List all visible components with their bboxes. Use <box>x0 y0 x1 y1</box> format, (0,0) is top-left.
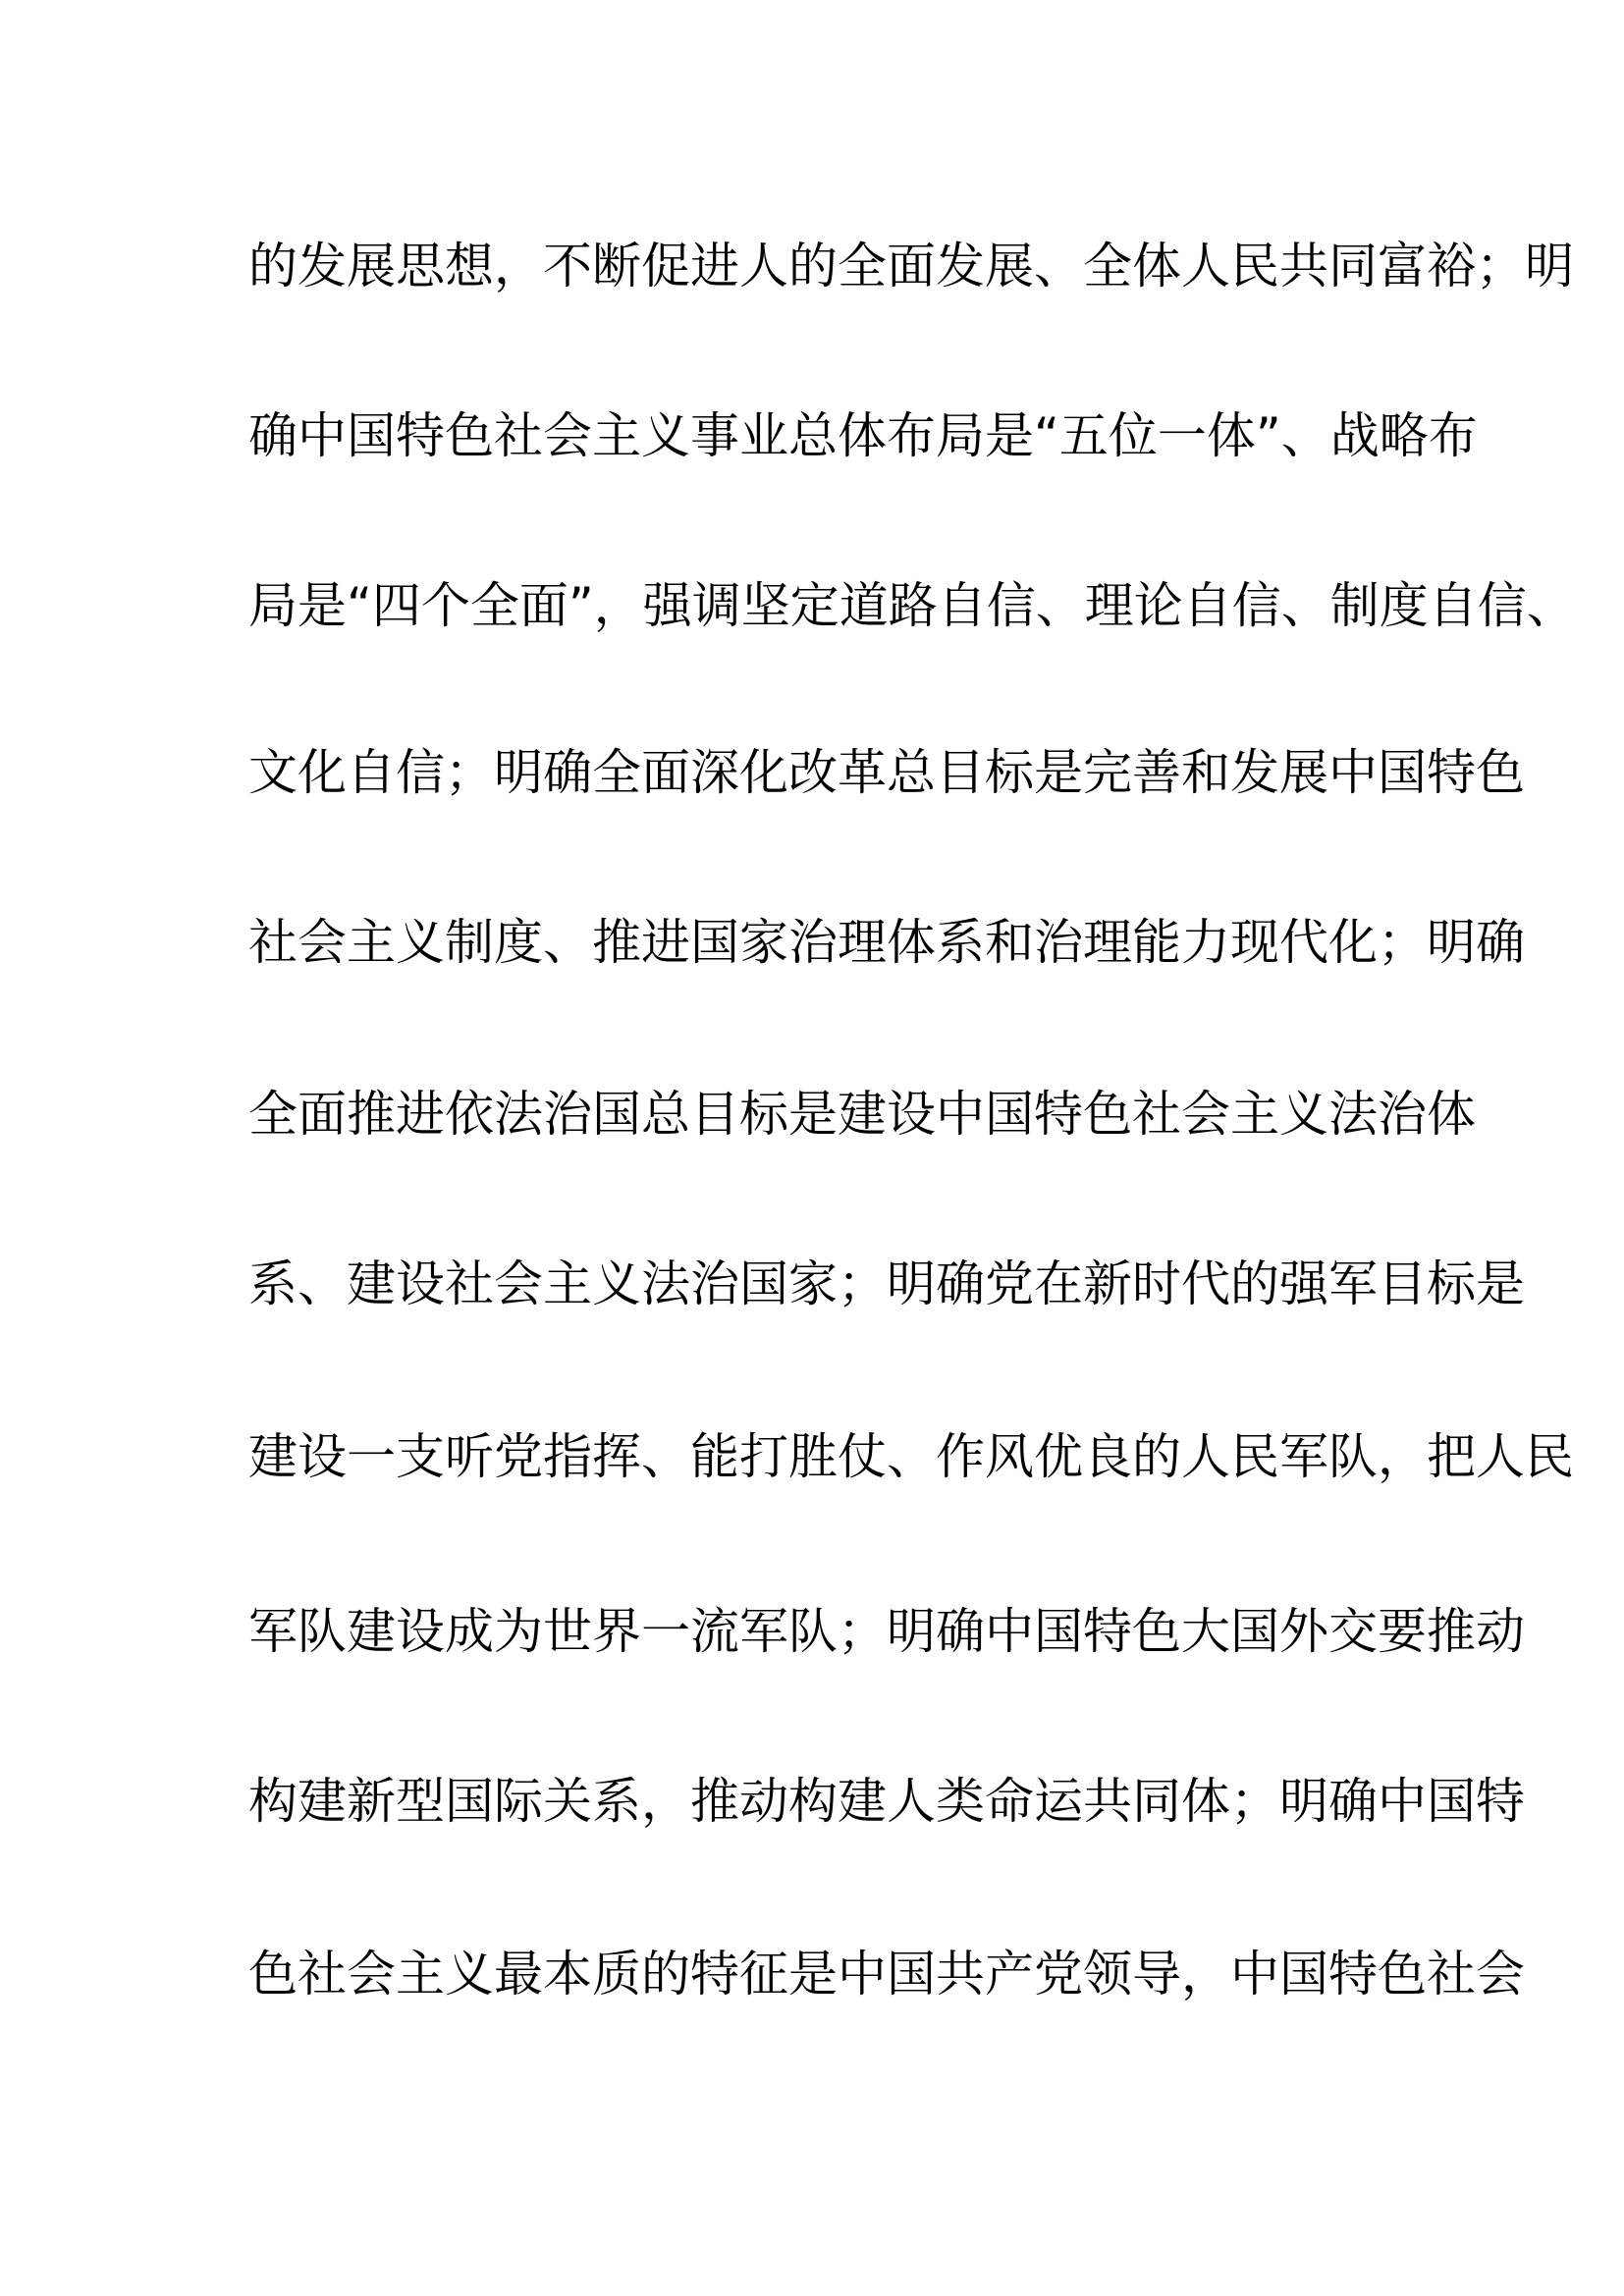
text-line: 局是“四个全面”，强调坚定道路自信、理论自信、制度自信、 <box>248 577 1576 634</box>
text-line: 建设一支听党指挥、能打胜仗、作风优良的人民军队，把人民 <box>248 1428 1574 1485</box>
text-line: 的发展思想，不断促进人的全面发展、全体人民共同富裕；明 <box>248 238 1574 294</box>
text-line: 确中国特色社会主义事业总体布局是“五位一体”、战略布 <box>248 407 1478 464</box>
text-line: 文化自信；明确全面深化改革总目标是完善和发展中国特色 <box>248 744 1525 801</box>
text-line: 社会主义制度、推进国家治理体系和治理能力现代化；明确 <box>248 914 1525 971</box>
text-line: 构建新型国际关系，推动构建人类命运共同体；明确中国特 <box>248 1773 1525 1830</box>
text-line: 系、建设社会主义法治国家；明确党在新时代的强军目标是 <box>248 1255 1525 1312</box>
text-line: 全面推进依法治国总目标是建设中国特色社会主义法治体 <box>248 1086 1476 1143</box>
text-line: 军队建设成为世界一流军队；明确中国特色大国外交要推动 <box>248 1603 1525 1660</box>
text-line: 色社会主义最本质的特征是中国共产党领导，中国特色社会 <box>248 1946 1525 2002</box>
